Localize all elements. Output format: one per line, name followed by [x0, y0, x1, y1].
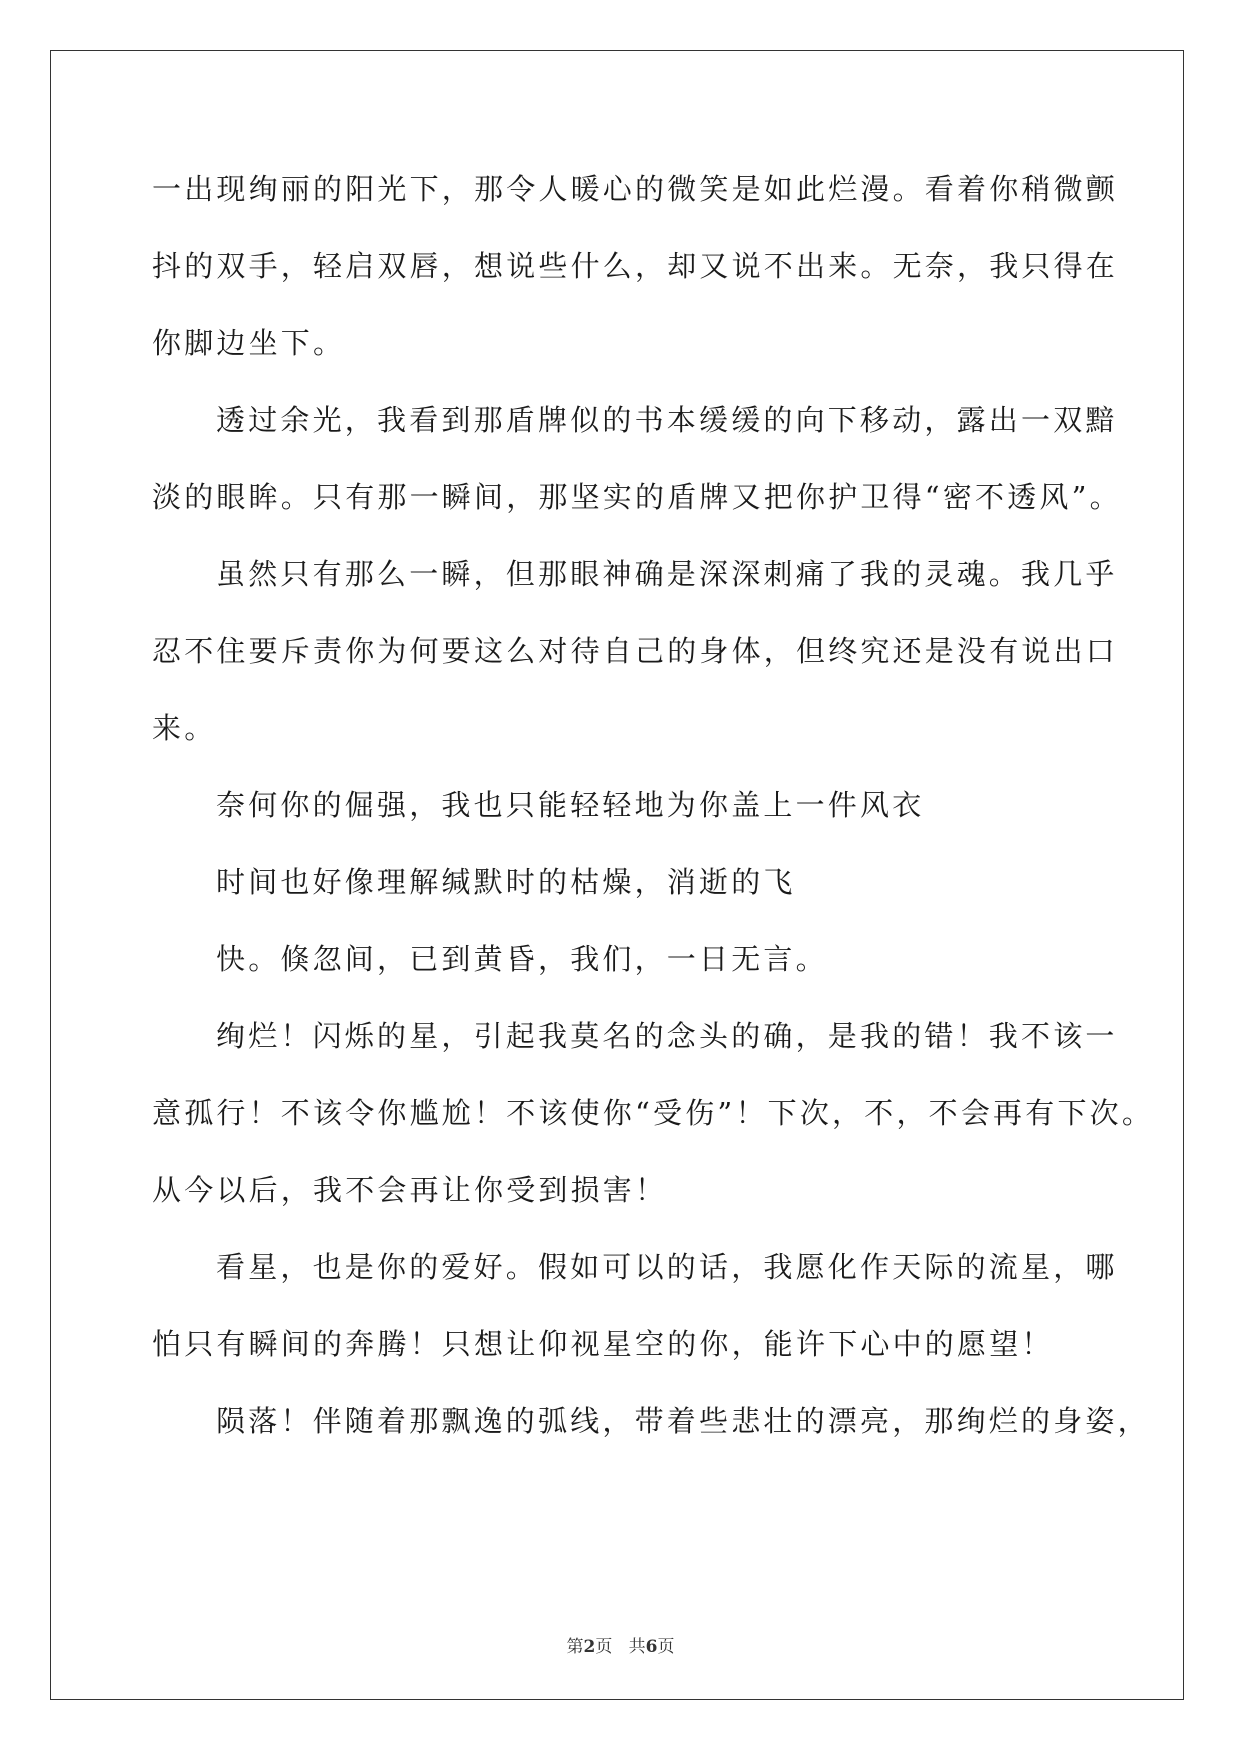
text-line: 怕只有瞬间的奔腾！只想让仰视星空的你，能许下心中的愿望！ [152, 1327, 1054, 1361]
text-line: 一出现绚丽的阳光下，那令人暖心的微笑是如此烂漫。看着你稍微颤 [152, 172, 1119, 206]
page-number: 2 [583, 1637, 596, 1657]
text-line: 虽然只有那么一瞬，但那眼神确是深深刺痛了我的灵魂。我几乎 [216, 557, 1118, 591]
page-prefix: 第 [566, 1637, 584, 1657]
total-prefix: 共 [628, 1637, 646, 1657]
text-line: 奈何你的倔强，我也只能轻轻地为你盖上一件风衣 [216, 788, 925, 822]
text-line: 忍不住要斥责你为何要这么对待自己的身体，但终究还是没有说出口 [152, 634, 1119, 668]
document-body [152, 166, 1155, 1475]
page-suffix: 页 [595, 1637, 613, 1657]
text-line: 陨落！伴随着那飘逸的弧线，带着些悲壮的漂亮，那绚烂的身姿， [216, 1404, 1150, 1438]
total-suffix: 页 [657, 1637, 675, 1657]
text-line: 看星，也是你的爱好。假如可以的话，我愿化作天际的流星，哪 [216, 1250, 1118, 1284]
text-line: 透过余光，我看到那盾牌似的书本缓缓的向下移动，露出一双黯 [216, 403, 1118, 437]
text-line: 你脚边坐下。 [152, 326, 346, 360]
text-line: 淡的眼眸。只有那一瞬间，那坚实的盾牌又把你护卫得“密不透风”。 [152, 480, 1122, 514]
text-line: 抖的双手，轻启双唇，想说些什么，却又说不出来。无奈，我只得在 [152, 249, 1119, 283]
text-line: 意孤行！不该令你尴尬！不该使你“受伤”！下次，不，不会再有下次。 [152, 1096, 1155, 1130]
text-line: 时间也好像理解缄默时的枯燥，消逝的飞 [216, 865, 796, 899]
total-pages: 6 [645, 1637, 658, 1657]
text-line: 从今以后，我不会再让你受到损害！ [152, 1173, 668, 1207]
page-footer [0, 1632, 1241, 1657]
text-line: 来。 [152, 711, 217, 745]
text-line: 绚烂！闪烁的星，引起我莫名的念头的确，是我的错！我不该一 [216, 1019, 1118, 1053]
text-line: 快。倏忽间，已到黄昏，我们，一日无言。 [216, 942, 828, 976]
